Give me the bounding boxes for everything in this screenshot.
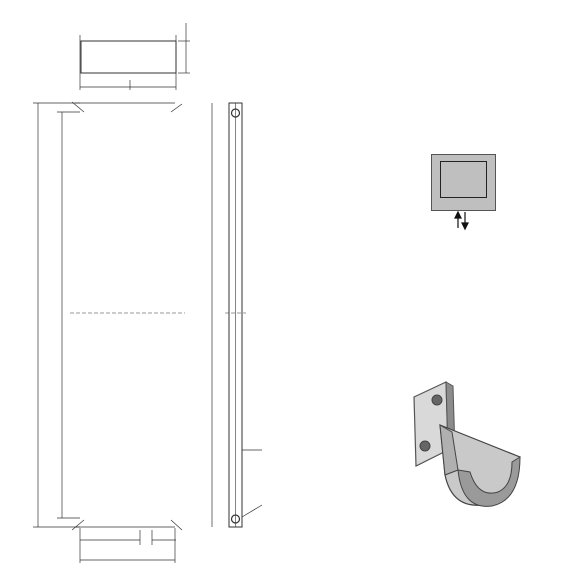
top-view <box>80 23 190 90</box>
connection-badge-frame <box>440 161 487 198</box>
front-view <box>33 102 185 563</box>
flow-arrows-icon <box>455 212 468 229</box>
side-view <box>212 103 262 527</box>
wall-bracket-illustration <box>414 382 520 506</box>
connection-badge <box>431 154 496 211</box>
